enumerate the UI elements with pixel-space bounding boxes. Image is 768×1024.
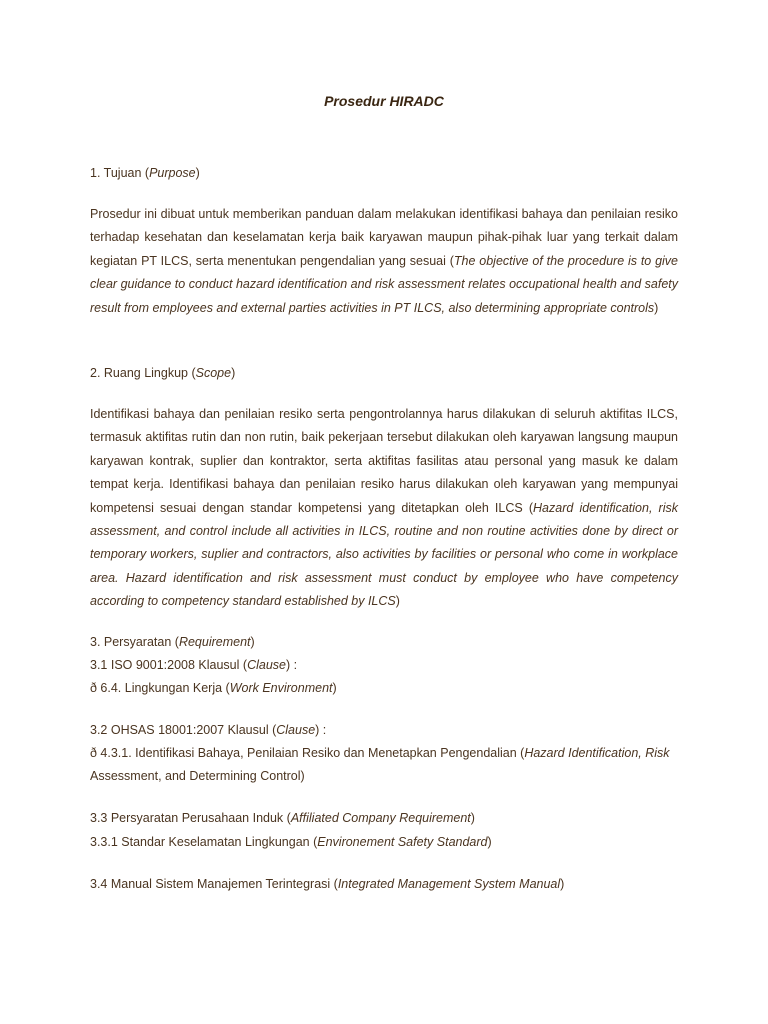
item-text: 3.1 ISO 9001:2008 Klausul ( — [90, 658, 248, 672]
section-3-1 — [90, 654, 678, 677]
paragraph-close: ) — [654, 300, 659, 315]
item-english-term: Clause — [247, 658, 286, 672]
paragraph-english: The objective of the procedure is to give clear guidance to conduct hazard identification and risk assessment relates occupational health and safety result from employees and external parties activities in PT ILCS, also determining appropriate controls — [90, 253, 678, 315]
item-close: ) — [332, 681, 337, 695]
paragraph-indonesian: Identifikasi bahaya dan penilaian resiko serta pengontrolannya harus dilakukan di seluruh aktifitas ILCS, termasuk aktifitas rutin dan non rutin, baik pekerjaan tersebut dilakukan oleh karyawan langsung maupun karyawan kontrak, suplier dan kontraktor, serta aktifitas fasilitas atau personal yang masuk ke dalam tempat kerja. Identifikasi bahaya dan penilaian resiko harus dilakukan oleh karyawan yang mempunyai kompetensi sesuai dengan standar kompetensi yang ditetapkan oleh ILCS ( — [90, 407, 678, 515]
page-title: Prosedur HIRADC — [324, 93, 444, 109]
item-close: ) : — [285, 658, 298, 672]
heading-close: ) — [231, 366, 236, 380]
section-3-2 — [90, 719, 678, 742]
paragraph-english: Hazard identification, risk assessment, and control include all activities in ILCS, routine and non routine activities done by direct or temporary workers, suplier and contractors, also activities by facilities or personal who come in workplace area. Hazard identification and risk assessment must conduct by employee who have competency according to competency standard established by ILCS — [90, 500, 678, 609]
section-2-heading — [90, 362, 678, 385]
item-close: ) : — [315, 723, 327, 737]
heading-english-term: Scope — [195, 366, 232, 380]
item-english-term: Environement Safety Standard — [317, 835, 488, 849]
heading-english-term: Requirement — [178, 635, 251, 649]
item-text: 3.3.1 Standar Keselamatan Lingkungan ( — [90, 835, 318, 849]
item-english-term: Hazard Identification, Risk — [524, 746, 670, 760]
item-close: ) — [560, 877, 565, 891]
item-text: 3.2 OHSAS 18001:2007 Klausul ( — [90, 723, 277, 737]
heading-text: 2. Ruang Lingkup ( — [90, 366, 196, 380]
item-rest: Assessment, and Determining Control) — [90, 769, 305, 784]
item-english-term: Work Environment — [229, 681, 333, 695]
item-text: 3.3 Persyaratan Perusahaan Induk ( — [90, 811, 291, 825]
item-english-term: Integrated Management System Manual — [337, 877, 561, 891]
heading-english-term: Purpose — [149, 166, 196, 180]
heading-close: ) — [195, 166, 200, 180]
section-1-paragraph — [90, 203, 678, 320]
heading-text: 3. Persyaratan ( — [90, 635, 179, 649]
section-3-heading — [90, 631, 678, 654]
section-3-1-clause — [90, 677, 678, 700]
section-1-heading — [90, 162, 678, 185]
item-english-term: Affiliated Company Requirement — [290, 811, 471, 825]
paragraph-close: ) — [395, 594, 400, 609]
item-text: ð 6.4. Lingkungan Kerja ( — [90, 681, 230, 695]
item-close: ) — [470, 811, 475, 825]
paragraph-indonesian: Prosedur ini dibuat untuk memberikan panduan dalam melakukan identifikasi bahaya dan penilaian resiko terhadap kesehatan dan keselamatan kerja baik karyawan maupun pihak-pihak luar yang terkait dalam kegiatan PT ILCS, serta menentukan pengendalian yang sesuai ( — [90, 207, 678, 268]
section-3-3-1 — [90, 831, 678, 854]
heading-close: ) — [250, 635, 255, 649]
heading-text: 1. Tujuan ( — [90, 166, 150, 180]
section-2-paragraph — [90, 403, 678, 614]
item-close: ) — [487, 835, 492, 849]
section-3-3 — [90, 807, 678, 830]
section-3-4 — [90, 873, 678, 896]
item-english-term: Clause — [276, 723, 316, 737]
item-text: ð 4.3.1. Identifikasi Bahaya, Penilaian Resiko dan Menetapkan Pengendalian ( — [90, 746, 525, 760]
item-text: 3.4 Manual Sistem Manajemen Terintegrasi ( — [90, 877, 338, 891]
section-3-2-clause — [90, 742, 678, 789]
